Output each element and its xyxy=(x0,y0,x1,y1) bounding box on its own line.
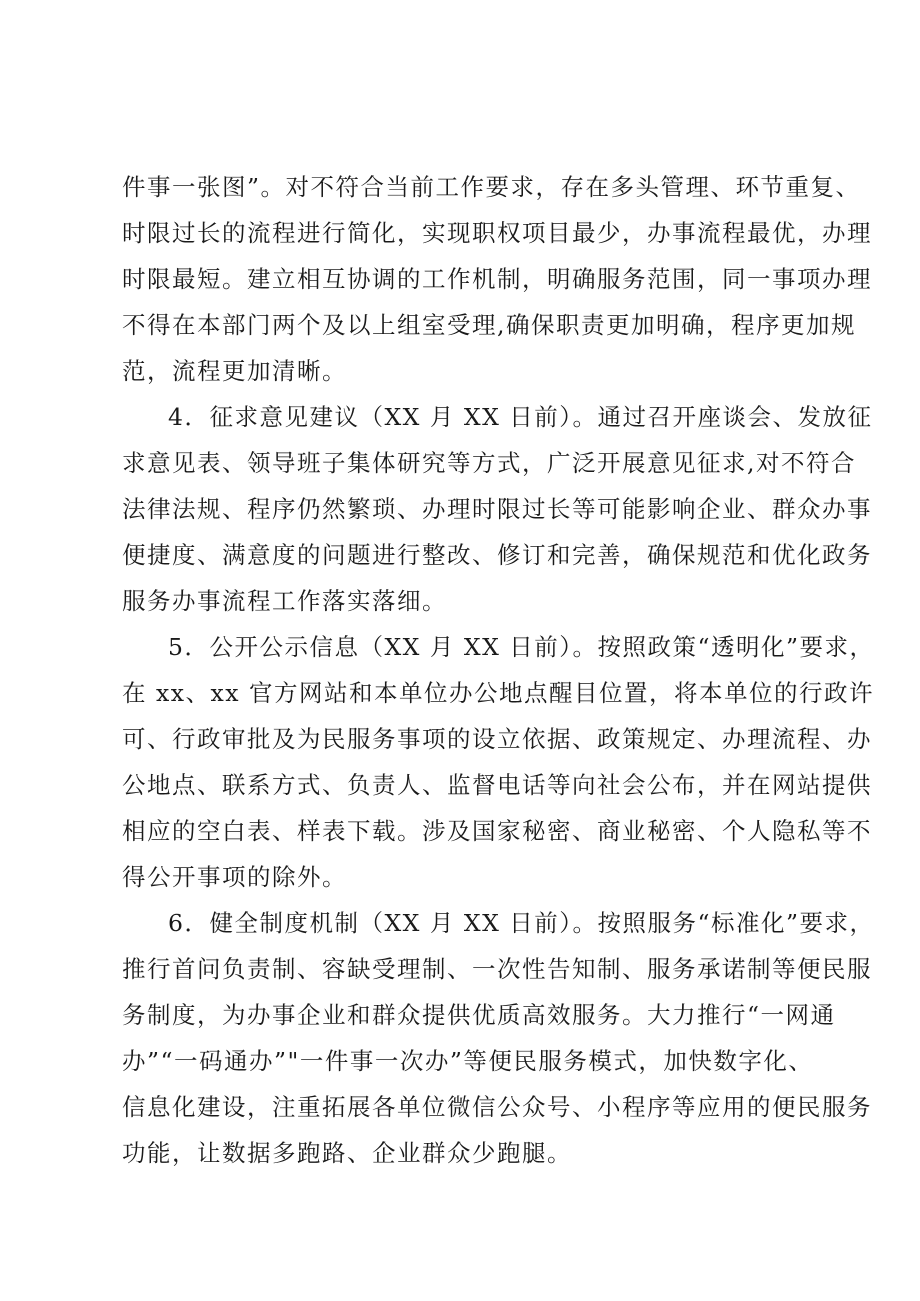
text-line: 可、行政审批及为民服务事项的设立依据、政策规定、办理流程、办 xyxy=(122,725,872,753)
paragraph-5-heading-line: 5．公开公示信息（XX 月 XX 日前）。按照政策“透明化”要求， xyxy=(168,633,875,661)
paragraph-6-heading-line: 6．健全制度机制（XX 月 XX 日前）。按照服务“标准化”要求， xyxy=(168,909,875,937)
text-line: 时限最短。建立相互协调的工作机制，明确服务范围，同一事项办理 xyxy=(122,265,872,293)
text-line: 时限过长的流程进行简化，实现职权项目最少，办事流程最优，办理 xyxy=(122,219,872,247)
text-line: 范，流程更加清晰。 xyxy=(122,357,347,385)
text-line: 信息化建设，注重拓展各单位微信公众号、小程序等应用的便民服务 xyxy=(122,1093,872,1121)
text-line: 件事一张图”。对不符合当前工作要求，存在多头管理、环节重复、 xyxy=(122,173,861,201)
text-line: 得公开事项的除外。 xyxy=(122,863,347,891)
paragraph-4-heading-line: 4．征求意见建议（XX 月 XX 日前）。通过召开座谈会、发放征 xyxy=(168,403,873,431)
text-line: 相应的空白表、样表下载。涉及国家秘密、商业秘密、个人隐私等不 xyxy=(122,817,872,845)
text-line: 推行首问负责制、容缺受理制、一次性告知制、服务承诺制等便民服 xyxy=(122,955,872,983)
text-line: 求意见表、领导班子集体研究等方式，广泛开展意见征求,对不符合 xyxy=(122,449,856,477)
text-line: 功能，让数据多跑路、企业群众少跑腿。 xyxy=(122,1139,572,1167)
text-line: 法律法规、程序仍然繁琐、办理时限过长等可能影响企业、群众办事 xyxy=(122,495,872,523)
text-line: 公地点、联系方式、负责人、监督电话等向社会公布，并在网站提供 xyxy=(122,771,872,799)
text-line: 办”“一码通办”"一件事一次办”等便民服务模式，加快数字化、 xyxy=(122,1047,814,1075)
text-line: 便捷度、满意度的问题进行整改、修订和完善，确保规范和优化政务 xyxy=(122,541,872,569)
text-line: 务制度，为办事企业和群众提供优质高效服务。大力推行“一网通 xyxy=(122,1001,836,1029)
text-line: 在 xx、xx 官方网站和本单位办公地点醒目位置，将本单位的行政许 xyxy=(122,679,874,707)
text-line: 不得在本部门两个及以上组室受理,确保职责更加明确，程序更加规 xyxy=(122,311,856,339)
text-line: 服务办事流程工作落实落细。 xyxy=(122,587,447,615)
